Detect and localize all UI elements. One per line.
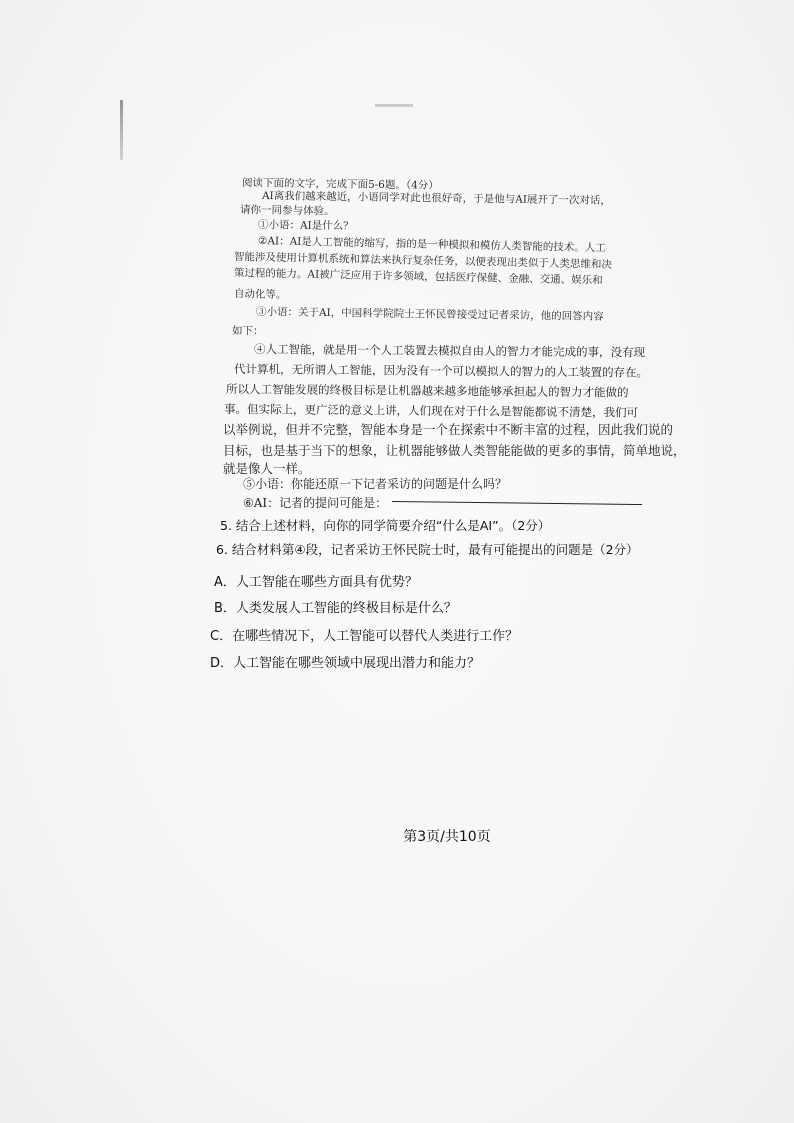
dialogue-3-line-1: ③小语：关于AI，中国科学院院士王怀民曾接受过记者采访，他的回答内容 [255,306,604,323]
dialogue-2-line-1: ②AI：AI是人工智能的缩写，指的是一种模拟和模仿人类智能的技术。人工 [257,235,606,255]
dialogue-4-line-1: ④人工智能，就是用一个人工装置去模拟自由人的智力才能完成的事，没有现 [253,342,646,360]
page-number-footer: 第3页/共10页 [403,829,491,845]
option-d[interactable]: D．人工智能在哪些领域中展现出潜力和能力？ [210,656,481,671]
dialogue-4-line-7: 就是像人一样。 [223,461,311,476]
dialogue-5: ⑤小语：你能还原一下记者采访的问题是什么吗？ [243,477,508,491]
scan-smudge [375,104,413,107]
scan-edge-mark [120,100,123,160]
option-a[interactable]: A．人工智能在哪些方面具有优势？ [214,575,418,590]
dialogue-2-line-4: 自动化等。 [233,288,287,302]
answer-blank-line[interactable] [392,501,642,505]
dialogue-3-line-2: 如下： [231,325,264,338]
dialogue-6: ⑥AI：记者的提问可能是： [243,496,388,510]
option-b[interactable]: B．人类发展人工智能的终极目标是什么？ [214,601,457,616]
dialogue-4-line-2: 代计算机，无所谓人工智能，因为没有一个可以模拟人的智力的人工装置的存在。 [233,362,649,380]
dialogue-2-line-3: 策过程的能力。AI被广泛应用于许多领域，包括医疗保健、金融、交通、娱乐和 [233,267,603,287]
intro-line-1: AI离我们越来越近，小语同学对此也很好奇，于是他与AI展开了一次对话， [261,190,612,207]
question-5: 5. 结合上述材料，向你的同学简要介绍“什么是AI”。（2分） [220,518,551,533]
dialogue-4-line-4: 事。但实际上，更广泛的意义上讲，人们现在对于什么是智能都说不清楚，我们可 [223,402,639,420]
question-6: 6. 结合材料第④段，记者采访王怀民院士时，最有可能提出的问题是（2分） [216,542,639,557]
option-c[interactable]: C．在哪些情况下，人工智能可以替代人类进行工作？ [210,629,519,644]
dialogue-4-line-3: 所以人工智能发展的终极目标是让机器越来越多地能够承担起人的智力才能做的 [225,382,629,400]
dialogue-4-line-6: 目标，也是基于当下的想象，让机器能够做人类智能能做的更多的事情，简单地说， [223,443,686,458]
dialogue-1: ①小语：AI是什么？ [257,219,354,233]
dialogue-4-line-5: 以举例说，但并不完整，智能本身是一个在探索中不断丰富的过程，因此我们说的 [223,422,674,437]
dialogue-2-line-2: 智能涉及使用计算机系统和算法来执行复杂任务，以便表现出类似于人类思维和决 [233,251,613,271]
instruction-text: 阅读下面的文字，完成下面5-6题。（4分） [241,177,439,192]
intro-line-2: 请你一同参与体验。 [239,204,335,218]
